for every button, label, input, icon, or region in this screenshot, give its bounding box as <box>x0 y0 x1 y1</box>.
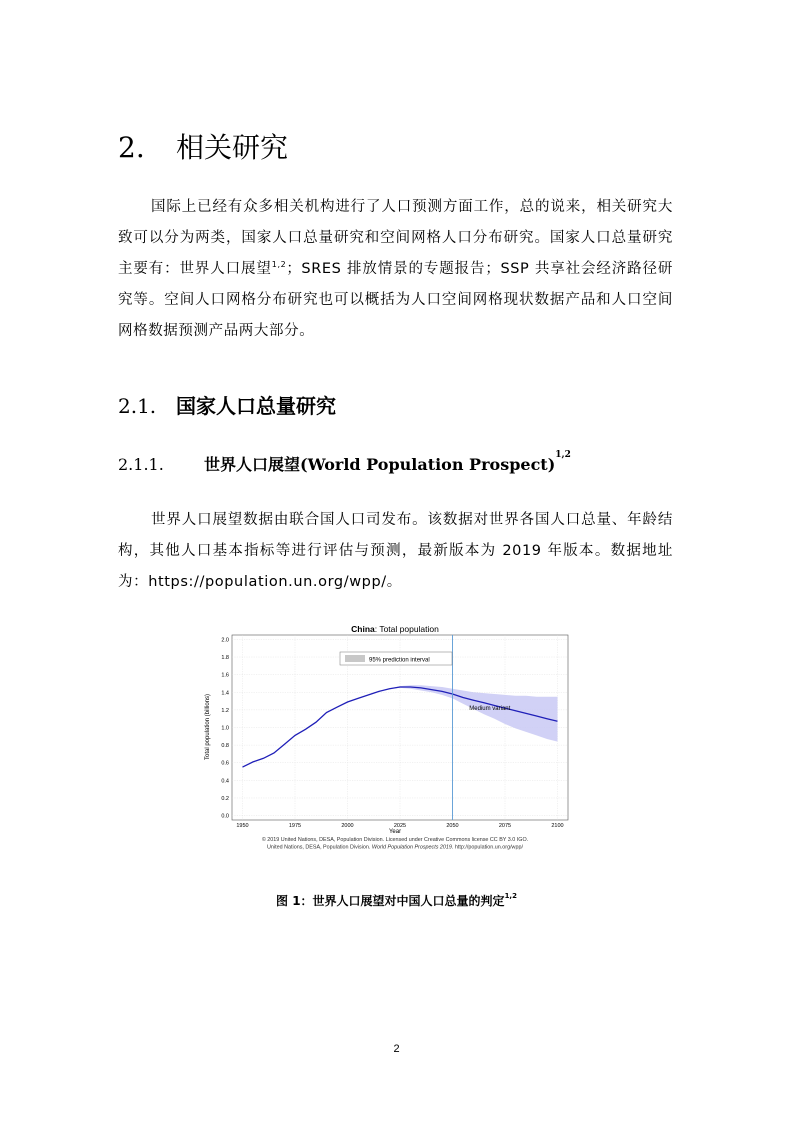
y-tick-label: 1.4 <box>221 690 229 697</box>
x-tick-label: 2050 <box>446 823 459 829</box>
y-tick-label: 0.4 <box>221 778 229 785</box>
figure-caption-text: 图 1：世界人口展望对中国人口总量的判定 <box>276 894 505 908</box>
x-tick-label: 1950 <box>236 823 249 829</box>
copyright-line-2-b: World Population Prospects 2019 <box>371 844 452 851</box>
subsubsection-title: 世界人口展望(World Population Prospect) <box>204 455 556 474</box>
subsubsection-reference: 1,2 <box>555 450 571 460</box>
y-tick-label: 0.2 <box>221 795 229 802</box>
section-number: 2. <box>118 131 145 164</box>
y-tick-label: 1.2 <box>221 707 229 714</box>
x-axis-label: Year <box>388 829 402 835</box>
medium-variant-label: Medium variant <box>469 705 511 712</box>
y-tick-label: 0.6 <box>221 760 229 767</box>
y-tick-label: 0.8 <box>221 743 229 750</box>
legend-label: 95% prediction interval <box>369 657 430 664</box>
intro-paragraph <box>118 192 673 347</box>
y-tick-label: 2.0 <box>221 637 229 644</box>
chart-title <box>351 624 439 634</box>
x-tick-label: 2075 <box>498 823 512 829</box>
subsubsection-heading <box>118 452 571 475</box>
intro-text-part2: ；SRES 排放情景的专题报告；SSP 共享社会经济路径研究等。空间人口网格分布研究也可以概括为人口空间网格现状数据产品和人口空间网格数据预测产品两大部分。 <box>118 261 673 339</box>
intro-text-part1: 国际上已经有众多相关机构进行了人口预测方面工作，总的说来，相关研究大致可以分为两类，国家人口总量研究和空间网格人口分布研究。国家人口总量研究主要有：世界人口展望 <box>118 199 673 277</box>
subsection-heading <box>118 390 336 419</box>
chart-title-country: China <box>351 624 375 634</box>
subsection-title: 国家人口总量研究 <box>176 394 336 418</box>
y-tick-label: 1.6 <box>221 672 229 679</box>
x-tick-label: 2100 <box>551 823 564 829</box>
x-tick-label: 1975 <box>288 823 302 829</box>
y-tick-label: 1.0 <box>221 725 229 732</box>
population-chart <box>195 617 595 857</box>
copyright-line-2-c: . http://population.un.org/wpp/ <box>451 844 523 851</box>
x-tick-label: 2000 <box>341 823 354 829</box>
copyright-line-2 <box>267 845 523 851</box>
chart-title-rest: : Total population <box>374 624 439 634</box>
chart-legend <box>340 652 452 665</box>
copyright-line-1: © 2019 United Nations, DESA, Population Division. Licensed under Creative Commons license CC BY 3.0 IGO. <box>261 837 529 843</box>
y-tick-label: 1.8 <box>221 655 229 662</box>
legend-swatch <box>345 655 365 662</box>
subsubsection-number: 2.1.1. <box>118 455 164 474</box>
page-number: 2 <box>393 1043 400 1055</box>
figure-caption <box>0 892 793 909</box>
figure-caption-reference: 1,2 <box>504 892 517 900</box>
subsection-number: 2.1. <box>118 394 157 418</box>
y-axis-label: Total population (billions) <box>205 693 211 761</box>
intro-reference: 1,2 <box>271 260 287 270</box>
population-chart-figure <box>195 617 595 857</box>
section-heading <box>118 126 288 166</box>
copyright-line-2-a: United Nations, DESA, Population Division. <box>267 844 372 851</box>
x-tick-label: 2025 <box>393 823 407 829</box>
wpp-paragraph: 世界人口展望数据由联合国人口司发布。该数据对世界各国人口总量、年龄结构，其他人口基本指标等进行评估与预测，最新版本为 2019 年版本。数据地址为：https://population.un.org/wpp/。 <box>118 512 673 590</box>
y-tick-label: 0.0 <box>221 813 229 820</box>
section-title: 相关研究 <box>176 131 289 164</box>
